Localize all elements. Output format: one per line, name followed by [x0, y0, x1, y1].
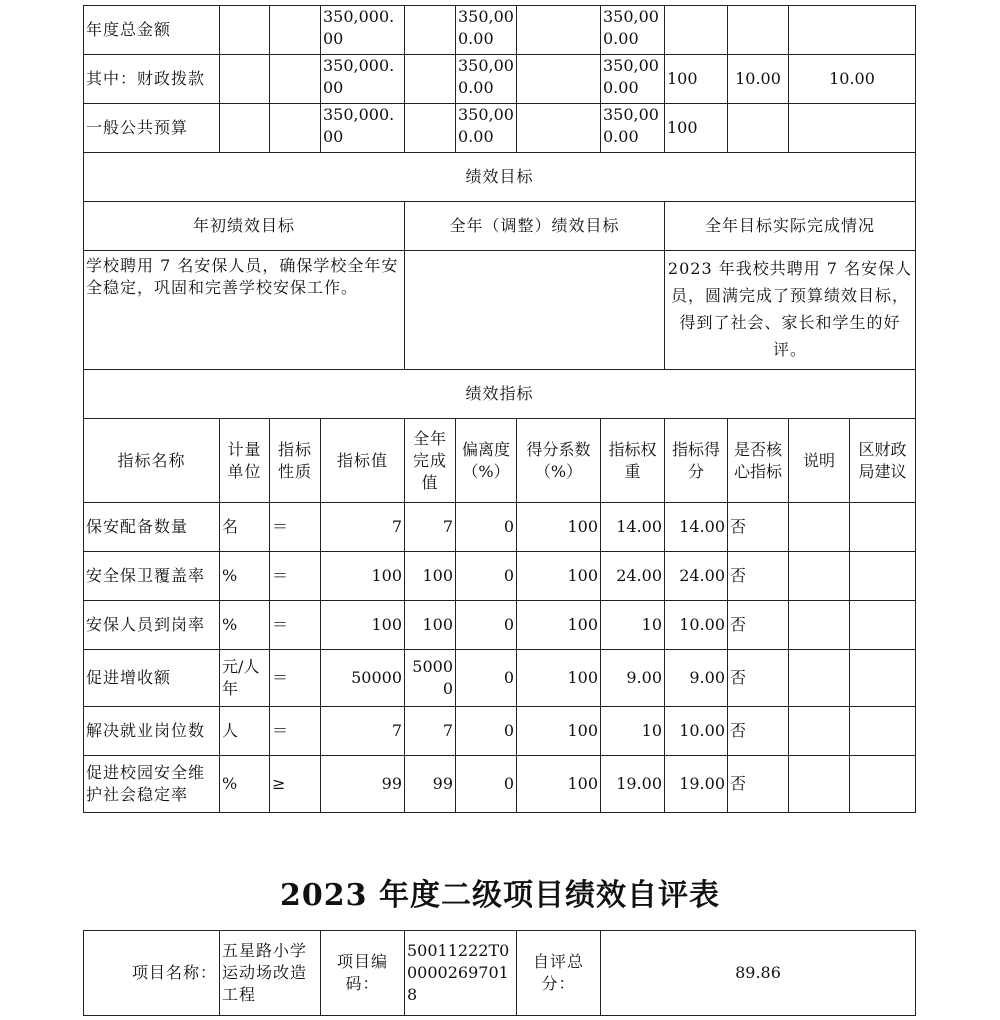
indicator-name: 保安配备数量 — [84, 503, 220, 552]
indicator-nature: ≥ — [270, 756, 321, 813]
indicator-coef: 100 — [517, 552, 601, 601]
indicator-score: 14.00 — [665, 503, 728, 552]
indicator-target: 7 — [321, 503, 405, 552]
budget-value-1: 350,000.00 — [321, 55, 405, 104]
indicator-core: 否 — [728, 552, 789, 601]
self-score-value: 89.86 — [601, 931, 916, 1016]
budget-value-2: 350,000.00 — [456, 6, 517, 55]
indicator-nature: ＝ — [270, 707, 321, 756]
budget-row — [84, 55, 916, 104]
goals-col-initial: 年初绩效目标 — [84, 202, 405, 251]
indicator-unit: 名 — [220, 503, 270, 552]
budget-value-3: 350,000.00 — [601, 104, 665, 153]
indicator-coef: 100 — [517, 650, 601, 707]
table-row — [84, 503, 916, 552]
budget-col-2: 10.00 — [728, 55, 789, 104]
budget-row-name: 其中：财政拨款 — [84, 55, 220, 104]
budget-value-3: 350,000.00 — [601, 55, 665, 104]
indicator-advice — [850, 707, 916, 756]
indicator-actual: 7 — [405, 707, 456, 756]
indicator-score: 24.00 — [665, 552, 728, 601]
indicator-nature: ＝ — [270, 650, 321, 707]
goals-actual-text: 2023 年我校共聘用 7 名安保人员，圆满完成了预算绩效目标，得到了社会、家长和学生的好评。 — [665, 251, 916, 370]
indicator-actual: 99 — [405, 756, 456, 813]
indicator-unit: % — [220, 756, 270, 813]
indicator-coef: 100 — [517, 707, 601, 756]
indicator-note — [789, 601, 850, 650]
indicator-weight: 24.00 — [601, 552, 665, 601]
indicator-target: 99 — [321, 756, 405, 813]
indicator-advice — [850, 503, 916, 552]
indicator-core: 否 — [728, 503, 789, 552]
indicator-advice — [850, 552, 916, 601]
indicator-unit: % — [220, 601, 270, 650]
indicator-name: 安全保卫覆盖率 — [84, 552, 220, 601]
indicator-advice — [850, 650, 916, 707]
table-row — [84, 552, 916, 601]
indicator-score: 10.00 — [665, 601, 728, 650]
goals-col-adjusted: 全年（调整）绩效目标 — [405, 202, 665, 251]
indicator-deviation: 0 — [456, 650, 517, 707]
header-cell: 指标权重 — [601, 419, 665, 503]
indicator-note — [789, 552, 850, 601]
indicator-unit: 人 — [220, 707, 270, 756]
budget-row — [84, 6, 916, 55]
indicator-name: 促进增收额 — [84, 650, 220, 707]
budget-value-1: 350,000.00 — [321, 6, 405, 55]
form-title: 2023 年度二级项目绩效自评表 — [280, 878, 720, 913]
indicator-weight: 19.00 — [601, 756, 665, 813]
indicator-unit: 元/人年 — [220, 650, 270, 707]
budget-row — [84, 104, 916, 153]
header-cell: 得分系数（%） — [517, 419, 601, 503]
header-cell: 全年完成值 — [405, 419, 456, 503]
budget-row-name: 年度总金额 — [84, 6, 220, 55]
budget-row-name: 一般公共预算 — [84, 104, 220, 153]
budget-col-2 — [728, 104, 789, 153]
indicators-section-title: 绩效指标 — [84, 370, 916, 419]
header-cell: 区财政局建议 — [850, 419, 916, 503]
indicator-coef: 100 — [517, 601, 601, 650]
indicator-nature: ＝ — [270, 503, 321, 552]
performance-table — [83, 5, 916, 813]
project-name-label: 项目名称： — [84, 931, 220, 1016]
indicator-note — [789, 503, 850, 552]
header-cell: 指标值 — [321, 419, 405, 503]
budget-value-2: 350,000.00 — [456, 55, 517, 104]
indicator-target: 100 — [321, 552, 405, 601]
indicator-deviation: 0 — [456, 601, 517, 650]
indicator-name: 解决就业岗位数 — [84, 707, 220, 756]
project-code-label: 项目编码： — [321, 931, 405, 1016]
indicator-target: 7 — [321, 707, 405, 756]
indicator-core: 否 — [728, 650, 789, 707]
indicator-core: 否 — [728, 601, 789, 650]
indicator-score: 10.00 — [665, 707, 728, 756]
indicator-weight: 14.00 — [601, 503, 665, 552]
indicators-header-row — [84, 419, 916, 503]
goals-initial-text: 学校聘用 7 名安保人员，确保学校全年安全稳定，巩固和完善学校安保工作。 — [84, 251, 405, 370]
budget-col-3: 10.00 — [789, 55, 916, 104]
header-cell: 指标得分 — [665, 419, 728, 503]
budget-col-3 — [789, 104, 916, 153]
header-cell: 指标性质 — [270, 419, 321, 503]
indicator-advice — [850, 756, 916, 813]
indicator-core: 否 — [728, 707, 789, 756]
budget-col-1: 100 — [665, 104, 728, 153]
indicator-deviation: 0 — [456, 503, 517, 552]
budget-value-2: 350,000.00 — [456, 104, 517, 153]
indicator-coef: 100 — [517, 756, 601, 813]
goals-adjusted-text — [405, 251, 665, 370]
indicator-actual: 100 — [405, 552, 456, 601]
header-cell: 计量单位 — [220, 419, 270, 503]
budget-col-1: 100 — [665, 55, 728, 104]
indicator-coef: 100 — [517, 503, 601, 552]
budget-value-3: 350,000.00 — [601, 6, 665, 55]
budget-col-1 — [665, 6, 728, 55]
header-cell: 指标名称 — [84, 419, 220, 503]
goals-col-actual: 全年目标实际完成情况 — [665, 202, 916, 251]
indicator-weight: 10 — [601, 707, 665, 756]
project-name-value: 五星路小学运动场改造工程 — [220, 931, 321, 1016]
indicator-score: 19.00 — [665, 756, 728, 813]
indicator-target: 50000 — [321, 650, 405, 707]
table-row — [84, 650, 916, 707]
header-cell: 偏离度（%） — [456, 419, 517, 503]
indicator-weight: 10 — [601, 601, 665, 650]
table-row — [84, 756, 916, 813]
indicator-note — [789, 650, 850, 707]
indicator-score: 9.00 — [665, 650, 728, 707]
indicator-actual: 100 — [405, 601, 456, 650]
indicator-weight: 9.00 — [601, 650, 665, 707]
indicator-core: 否 — [728, 756, 789, 813]
table-row — [84, 707, 916, 756]
indicator-nature: ＝ — [270, 552, 321, 601]
project-info-table — [83, 930, 916, 1016]
budget-col-2 — [728, 6, 789, 55]
header-cell: 说明 — [789, 419, 850, 503]
budget-value-1: 350,000.00 — [321, 104, 405, 153]
indicator-name: 促进校园安全维护社会稳定率 — [84, 756, 220, 813]
indicator-unit: % — [220, 552, 270, 601]
indicator-deviation: 0 — [456, 707, 517, 756]
indicator-actual: 50000 — [405, 650, 456, 707]
indicator-note — [789, 756, 850, 813]
indicator-deviation: 0 — [456, 756, 517, 813]
indicator-deviation: 0 — [456, 552, 517, 601]
indicator-target: 100 — [321, 601, 405, 650]
indicator-nature: ＝ — [270, 601, 321, 650]
indicator-name: 安保人员到岗率 — [84, 601, 220, 650]
budget-col-3 — [789, 6, 916, 55]
goals-section-title: 绩效目标 — [84, 153, 916, 202]
indicator-actual: 7 — [405, 503, 456, 552]
self-score-label: 自评总分： — [517, 931, 601, 1016]
indicator-note — [789, 707, 850, 756]
header-cell: 是否核心指标 — [728, 419, 789, 503]
table-row — [84, 601, 916, 650]
project-code-value: 50011222T000002697018 — [405, 931, 517, 1016]
indicator-advice — [850, 601, 916, 650]
